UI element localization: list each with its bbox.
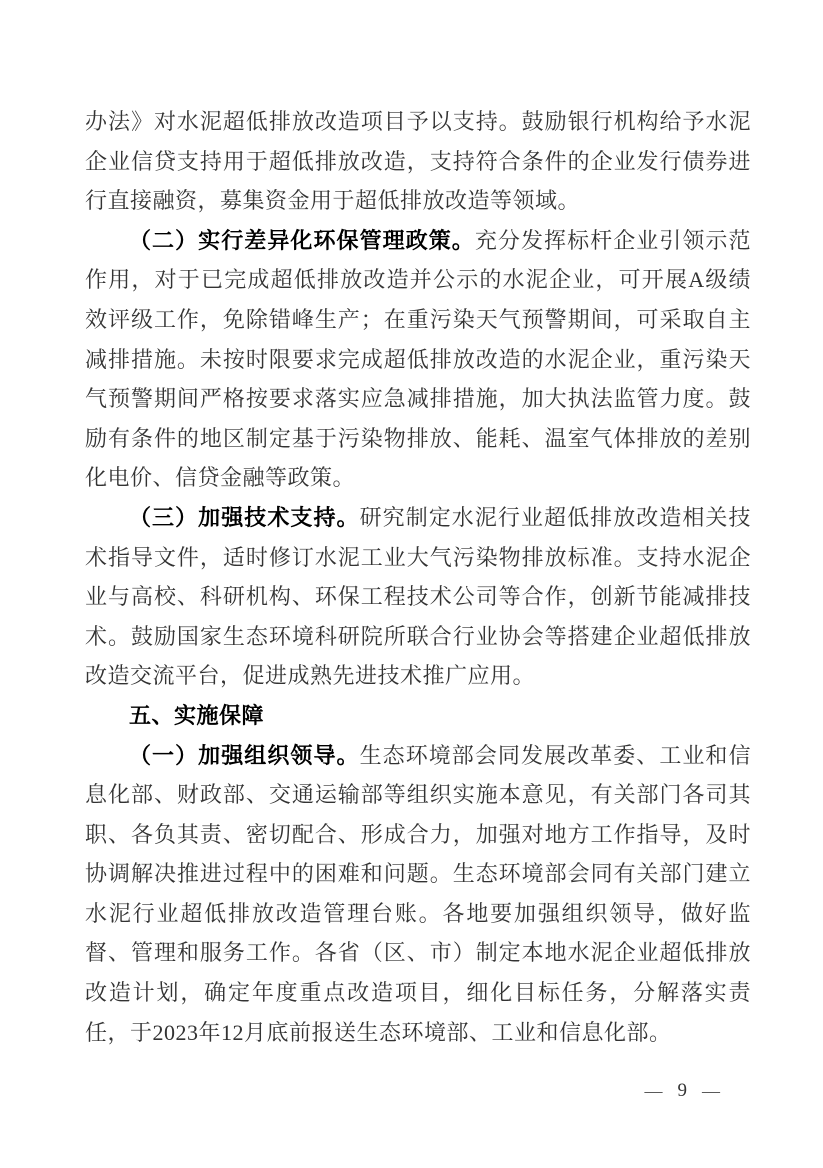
- paragraph: [85, 102, 751, 221]
- paragraph-text: 办法》对水泥超低排放改造项目予以支持。鼓励银行机构给予水泥企业信贷支持用于超低排放改造，支持符合条件的企业发行债券进行直接融资，募集资金用于超低排放改造等领域。: [85, 109, 751, 214]
- paragraph-text: 充分发挥标杆企业引领示范作用，对于已完成超低排放改造并公示的水泥企业，可开展A级绩效评级工作，免除错峰生产；在重污染天气预警期间，可采取自主减排措施。未按时限要求完成超低排放改造的水泥企业，重污染天气预警期间严格按要求落实应急减排措施，加大执法监管力度。鼓励有条件的地区制定基于污染物排放、能耗、温室气体排放的差别化电价、信贷金融等政策。: [85, 227, 751, 491]
- footer-left-dash: —: [644, 1080, 663, 1101]
- chapter-heading-text: 五、实施保障: [129, 702, 265, 728]
- page-footer: [645, 1080, 721, 1102]
- page-number: 9: [677, 1080, 687, 1101]
- section-lead-bold: （二）实行差异化环保管理政策。: [129, 227, 475, 253]
- paragraph: [85, 498, 751, 696]
- document-body: [85, 102, 751, 1052]
- chapter-heading: [85, 696, 751, 736]
- paragraph-text: 研究制定水泥行业超低排放改造相关技术指导文件，适时修订水泥工业大气污染物排放标准。支持水泥企业与高校、科研机构、环保工程技术公司等合作，创新节能减排技术。鼓励国家生态环境科研院所联合行业协会等搭建企业超低排放改造交流平台，促进成熟先进技术推广应用。: [85, 504, 751, 689]
- paragraph: [85, 736, 751, 1053]
- paragraph-text: 生态环境部会同发展改革委、工业和信息化部、财政部、交通运输部等组织实施本意见，有关部门各司其职、各负其责、密切配合、形成合力，加强对地方工作指导，及时协调解决推进过程中的困难和问题。生态环境部会同有关部门建立水泥行业超低排放改造管理台账。各地要加强组织领导，做好监督、管理和服务工作。各省（区、市）制定本地水泥企业超低排放改造计划，确定年度重点改造项目，细化目标任务，分解落实责任，于2023年12月底前报送生态环境部、工业和信息化部。: [85, 742, 751, 1045]
- section-lead-bold: （三）加强技术支持。: [129, 504, 360, 530]
- paragraph: [85, 221, 751, 498]
- section-lead-bold: （一）加强组织领导。: [129, 742, 360, 768]
- footer-right-dash: —: [702, 1080, 720, 1101]
